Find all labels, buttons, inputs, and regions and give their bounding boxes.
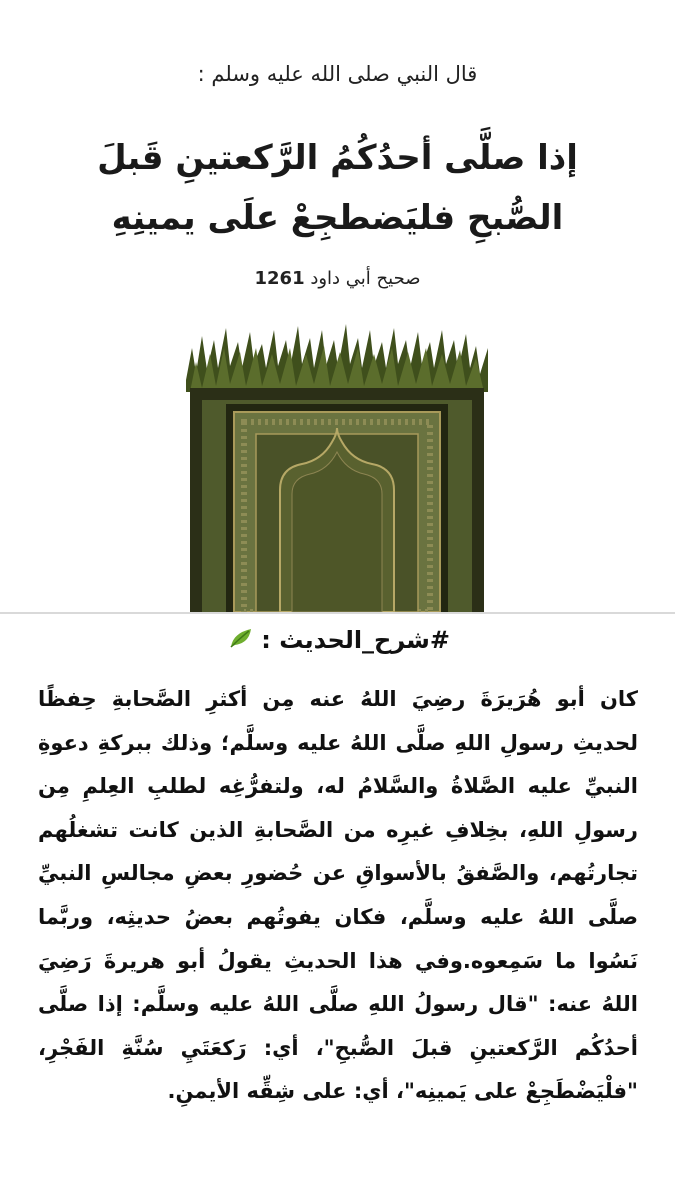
- leaf-icon: [229, 627, 253, 655]
- hadith-line-2: الصُّبحِ فليَضطجِعْ علَى يمينِهِ: [111, 198, 564, 238]
- prayer-rug-image: [172, 318, 502, 612]
- grass-icon: [186, 324, 488, 392]
- hadith-source: [0, 268, 675, 289]
- source-label: صحيح أبي داود: [310, 268, 421, 289]
- hadith-text: [0, 128, 675, 248]
- source-number: 1261: [254, 268, 305, 289]
- hadith-line-1: إذا صلَّى أحدُكُمُ الرَّكعتينِ قَبلَ: [97, 138, 578, 178]
- hashtag-heading[interactable]: [229, 626, 450, 655]
- section-divider: [0, 612, 675, 614]
- hashtag-text: #شرح_الحديث :: [261, 626, 450, 654]
- intro-line: قال النبي صلى الله عليه وسلم :: [197, 62, 478, 86]
- commentary-text: كان أبو هُرَيرَةَ رضِيَ اللهُ عنه مِن أكثرِ الصَّحابةِ حِفظًا لحديثِ رسولِ اللهِ صلَّى اللهُ عليه وسلَّم؛ وذلك ببركةِ دعوةِ النبيِّ عليه الصَّلاةُ والسَّلامُ له، ولتفرُّغِه لطلبِ العِلمِ مِن رسولِ اللهِ، بخِلافِ غيرِه من الصَّحابةِ الذين كانت تشغلُهم تجارتُهم، والصَّفقُ بالأسواقِ عن حُضورِ بعضِ مجالسِ النبيِّ صلَّى اللهُ عليه وسلَّم، فكان يفوتُهم بعضُ حديثِه، وربَّما نَسُوا ما سَمِعوه.وفي هذا الحديثِ يقولُ أبو هريرةَ رَضِيَ اللهُ عنه: "قال رسولُ اللهِ صلَّى اللهُ عليه وسلَّم: إذا صلَّى أحدُكُم الرَّكعتينِ قبلَ الصُّبحِ"، أي: رَكعَتَيِ سُنَّةِ الفَجْرِ، "فلْيَضْطَجِعْ على يَمينِه"، أي: على شِقِّه الأيمنِ.: [38, 687, 638, 1104]
